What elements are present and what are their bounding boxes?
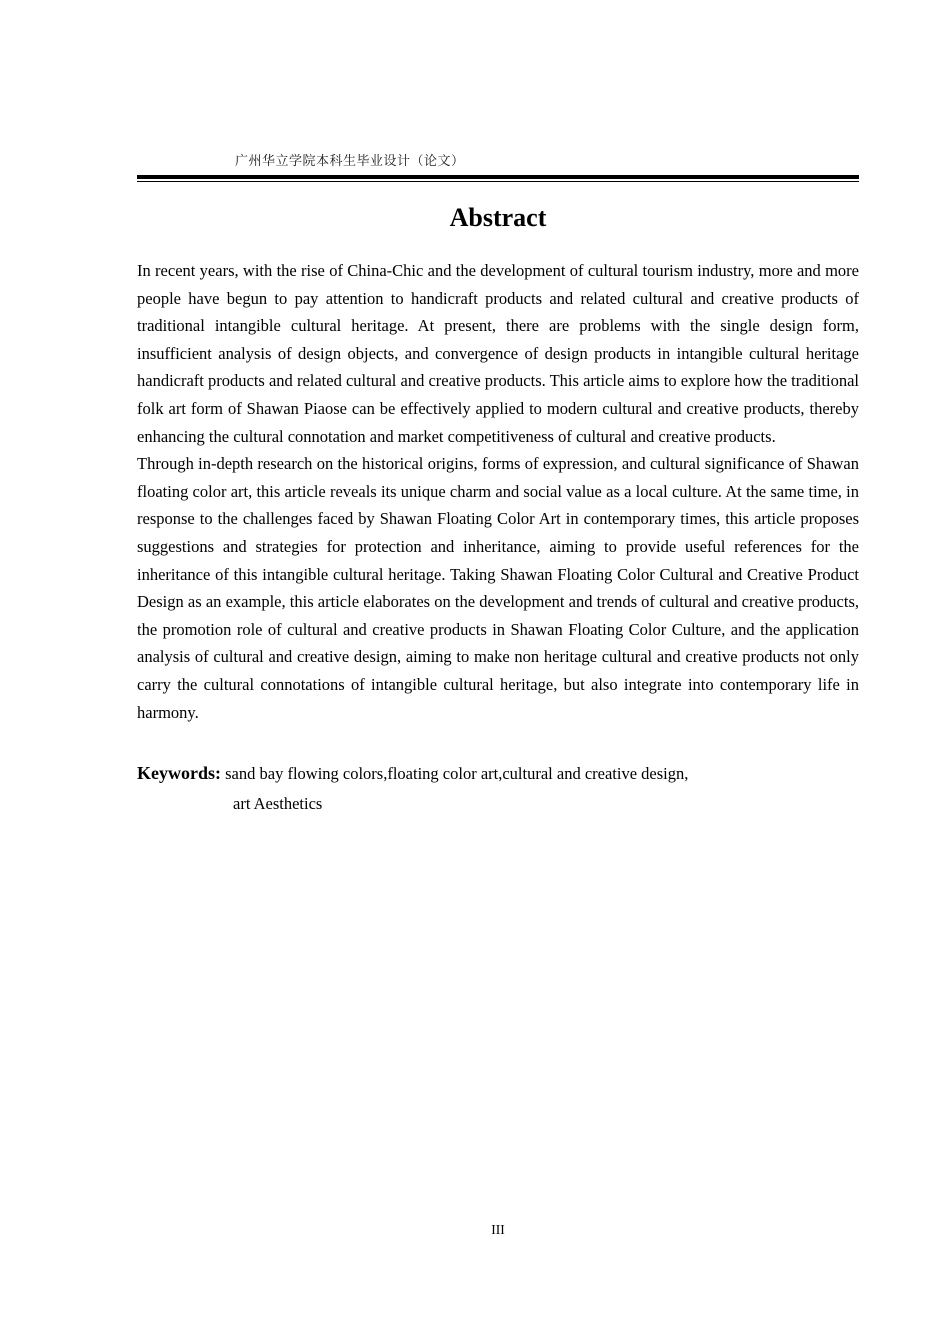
abstract-body <box>137 257 859 819</box>
header-title-text: 广州华立学院本科生毕业设计（论文） <box>235 153 465 168</box>
page-title: Abstract <box>449 203 547 232</box>
keywords-line1: sand bay flowing colors,floating color art,cultural and creative design, <box>221 764 689 784</box>
abstract-paragraph-1: In recent years, with the rise of China-Chic and the development of cultural tourism industry, more and more people have begun to pay attention to handicraft products and related cultural and creative products of traditional intangible cultural heritage. At present, there are problems with the single design form, insufficient analysis of design objects, and convergence of design products in intangible cultural heritage handicraft products and related cultural and creative products. This article aims to explore how the traditional folk art form of Shawan Piaose can be effectively applied to modern cultural and creative products, thereby enhancing the cultural connotation and market competitiveness of cultural and creative products. <box>137 261 859 446</box>
page-header <box>137 150 859 172</box>
header-rule <box>137 175 859 182</box>
abstract-paragraph-2: Through in-depth research on the historical origins, forms of expression, and cultural significance of Shawan floating color art, this article reveals its unique charm and social value as a local culture. At the same time, in response to the challenges faced by Shawan Floating Color Art in contemporary times, this article proposes suggestions and strategies for protection and inheritance, aiming to provide useful references for the inheritance of this intangible cultural heritage. Taking Shawan Floating Color Cultural and Creative Product Design as an example, this article elaborates on the development and trends of cultural and creative products, the promotion role of cultural and creative products in Shawan Floating Color Culture, and the application analysis of cultural and creative design, aiming to make non heritage cultural and creative products not only carry the cultural connotations of intangible cultural heritage, but also integrate into contemporary life in harmony. <box>137 454 859 722</box>
header-rule-thick-line <box>137 175 859 179</box>
keywords-section <box>137 758 859 819</box>
keywords-label: Keywords: <box>137 763 221 784</box>
header-rule-thin-line <box>137 181 859 182</box>
keywords-line2: art Aesthetics <box>233 794 323 814</box>
page-number: III <box>491 1222 505 1237</box>
